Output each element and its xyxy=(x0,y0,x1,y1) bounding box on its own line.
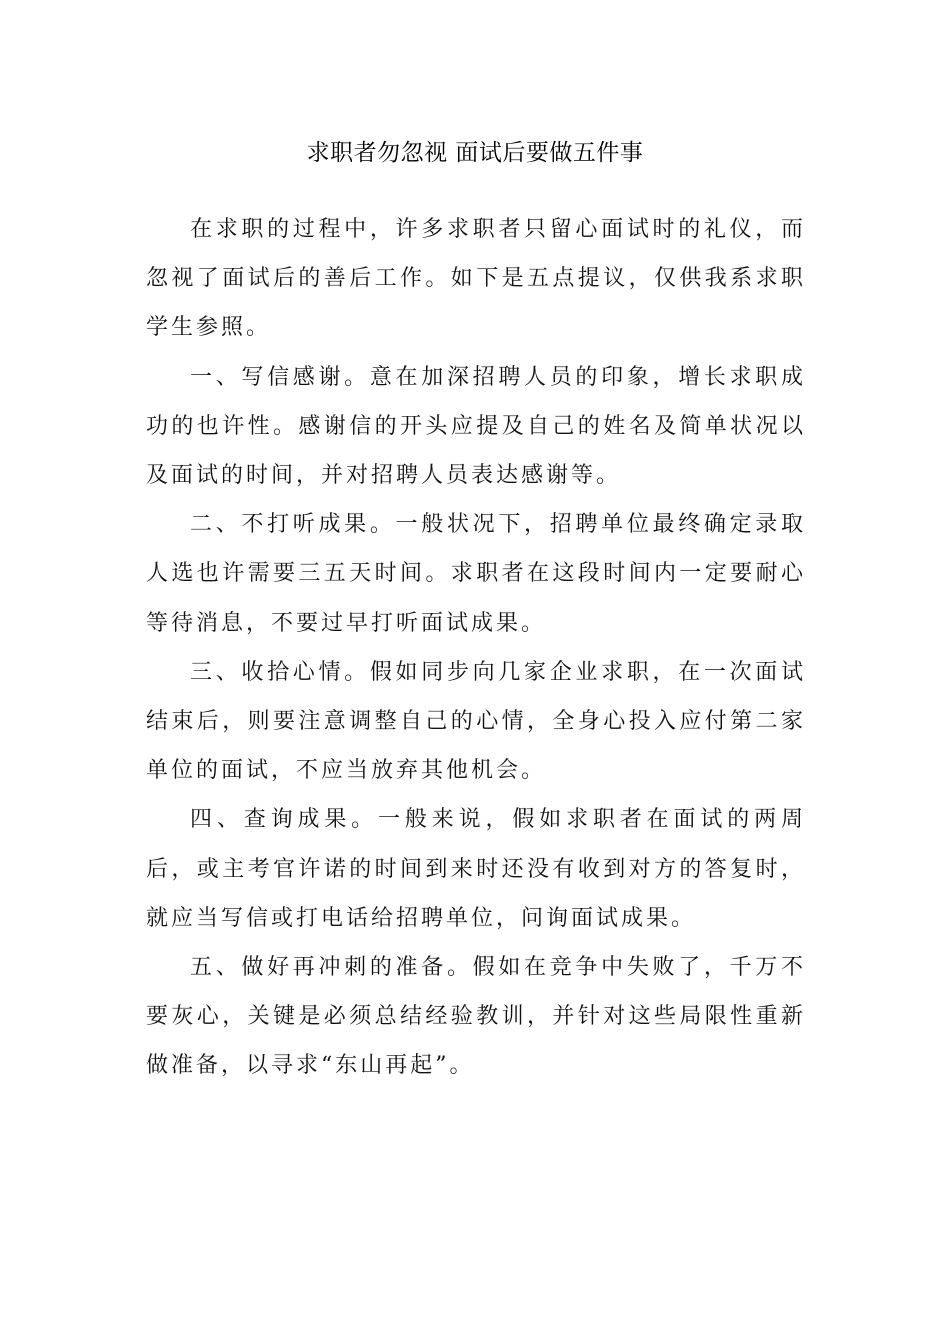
paragraph-point-2: 二、不打听成果。一般状况下，招聘单位最终确定录取人选也许需要三五天时间。求职者在这段时间内一定要耐心等待消息，不要过早打听面试成果。 xyxy=(146,512,806,636)
paragraph-point-1: 一、写信感谢。意在加深招聘人员的印象，增长求职成功的也许性。感谢信的开头应提及自己的姓名及简单状况以及面试的时间，并对招聘人员表达感谢等。 xyxy=(146,364,806,489)
paragraph-point-3: 三、收拾心情。假如同步向几家企业求职，在一次面试结束后，则要注意调整自己的心情，全身心投入应付第二家单位的面试，不应当放弃其他机会。 xyxy=(146,659,806,784)
paragraph-point-4: 四、查询成果。一般来说，假如求职者在面试的两周后，或主考官许诺的时间到来时还没有收到对方的答复时，就应当写信或打电话给招聘单位，问询面试成果。 xyxy=(146,807,806,931)
document-title: 求职者勿忽视 面试后要做五件事 xyxy=(306,140,644,166)
paragraph-point-5: 五、做好再冲刺的准备。假如在竞争中失败了，千万不要灰心，关键是必须总结经验教训，并针对这些局限性重新做准备，以寻求“东山再起”。 xyxy=(146,955,806,1079)
document-body xyxy=(146,205,806,1091)
paragraph-intro: 在求职的过程中，许多求职者只留心面试时的礼仪，而忽视了面试后的善后工作。如下是五点提议，仅供我系求职学生参照。 xyxy=(146,217,806,341)
